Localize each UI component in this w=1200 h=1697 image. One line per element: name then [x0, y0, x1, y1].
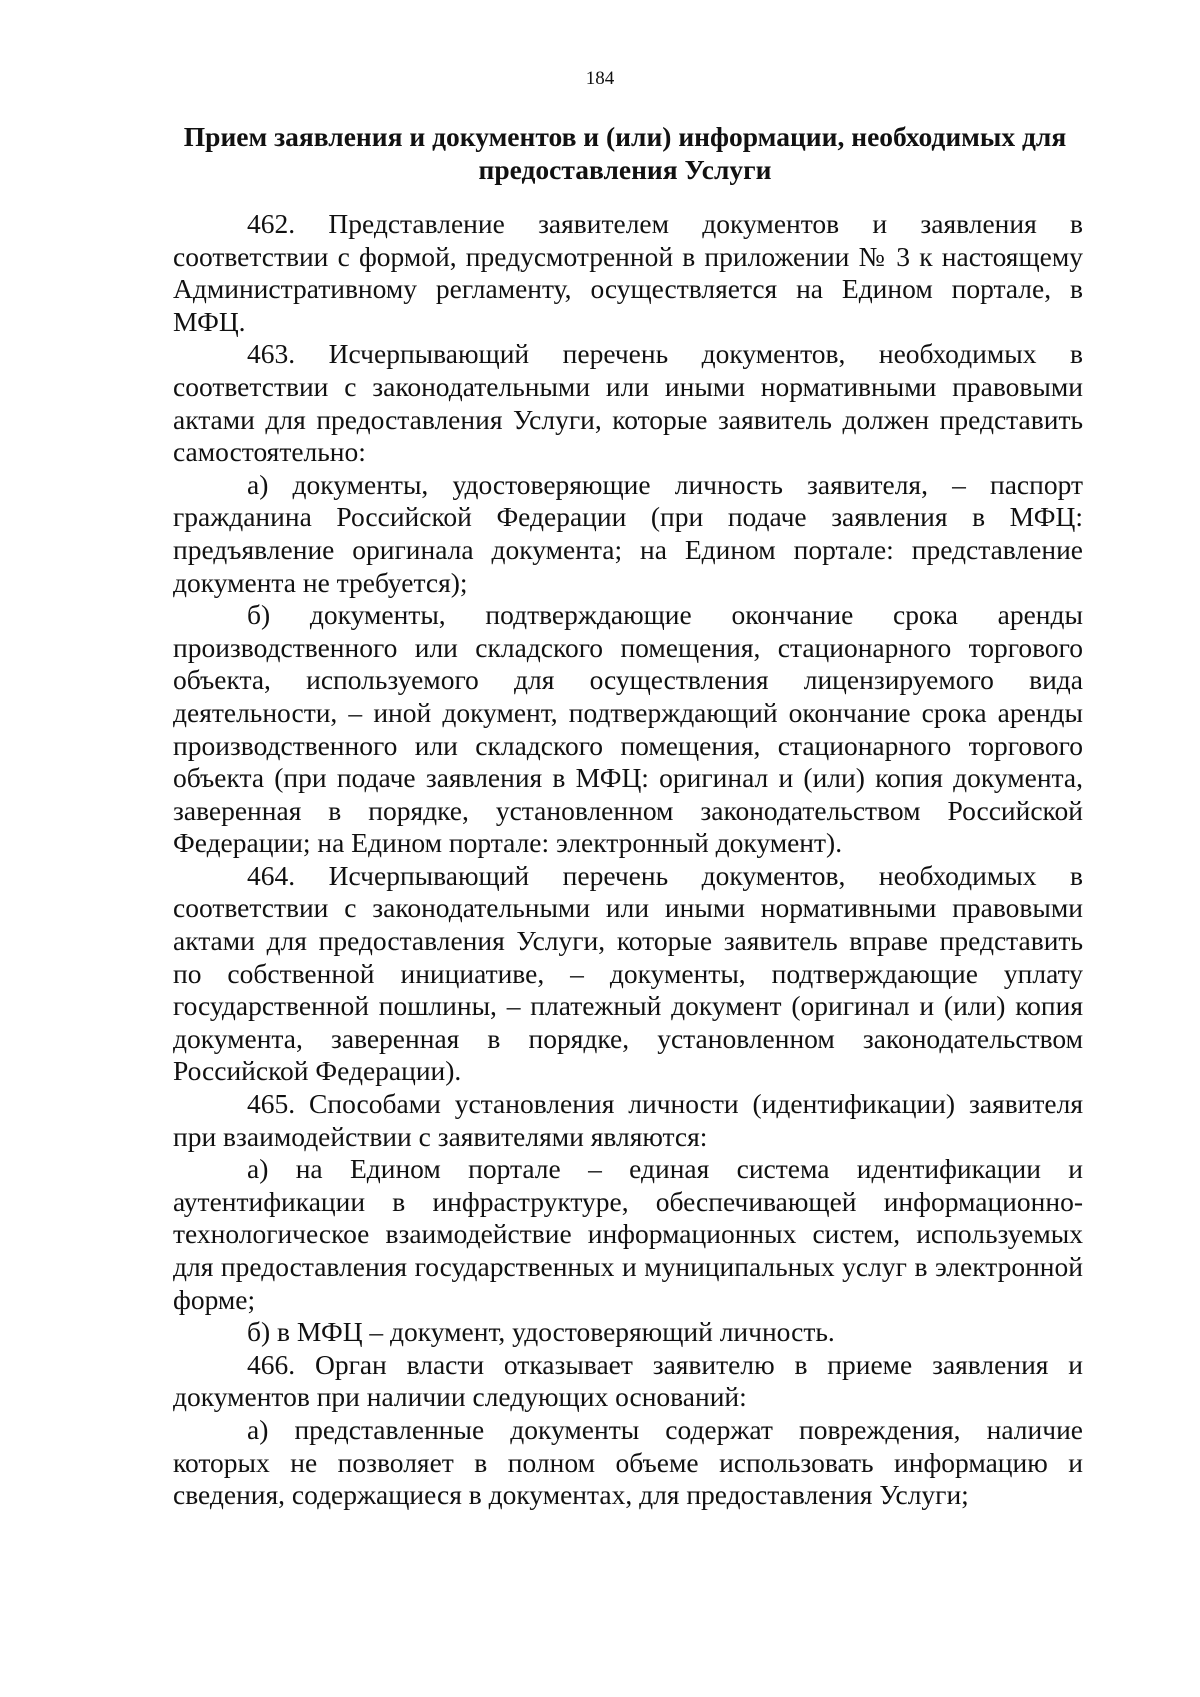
- section-title: [170, 120, 1080, 186]
- paragraph-466-a: а) представленные документы содержат повреждения, наличие которых не позволяет в полном объеме использовать информацию и сведения, содержащиеся в документах, для предоставления Услуги;: [173, 1413, 1083, 1511]
- section-title-line-2: предоставления Услуги: [478, 154, 772, 185]
- paragraph-465-a: а) на Едином портале – единая система идентификации и аутентификации в инфраструктуре, обеспечивающей информационно-технологическое взаимодействие информационных систем, используемых для предоставления государственных и муниципальных услуг в электронной форме;: [173, 1153, 1083, 1315]
- paragraph-465-b: б) в МФЦ – документ, удостоверяющий личность.: [247, 1316, 835, 1348]
- paragraph-464: 464. Исчерпывающий перечень документов, необходимых в соответствии с законодательными или иными нормативными правовыми актами для предоставления Услуги, которые заявитель вправе представить по собственной инициативе, – документы, подтверждающие уплату государственной пошлины, – платежный документ (оригинал и (или) копия документа, заверенная в порядке, установленном законодательством Российской Федерации).: [173, 859, 1083, 1087]
- paragraph-465: 465. Способами установления личности (идентификации) заявителя при взаимодействии с заявителями являются:: [173, 1088, 1083, 1152]
- document-body: [173, 208, 1083, 1512]
- paragraph-462: 462. Представление заявителем документов и заявления в соответствии с формой, предусмотренной в приложении № 3 к настоящему Административному регламенту, осуществляется на Едином портале, в МФЦ.: [173, 208, 1083, 337]
- paragraph-463-b: б) документы, подтверждающие окончание срока аренды производственного или складского помещения, стационарного торгового объекта, используемого для осуществления лицензируемого вида деятельности, – иной документ, подтверждающий окончание срока аренды производственного или складского помещения, стационарного торгового объекта (при подаче заявления в МФЦ: оригинал и (или) копия документа, заверенная в порядке, установленном законодательством Российской Федерации; на Едином портале: электронный документ).: [173, 599, 1083, 859]
- page-number: 184: [585, 68, 615, 89]
- paragraph-463: 463. Исчерпывающий перечень документов, необходимых в соответствии с законодательными или иными нормативными правовыми актами для предоставления Услуги, которые заявитель должен представить самостоятельно:: [173, 338, 1083, 468]
- section-title-line-1: Прием заявления и документов и (или) информации, необходимых для: [183, 121, 1067, 152]
- paragraph-466: 466. Орган власти отказывает заявителю в приеме заявления и документов при наличии следующих оснований:: [173, 1348, 1083, 1413]
- paragraph-463-a: а) документы, удостоверяющие личность заявителя, – паспорт гражданина Российской Федерации (при подаче заявления в МФЦ: предъявление оригинала документа; на Едином портале: представление документа не требуется);: [173, 468, 1083, 598]
